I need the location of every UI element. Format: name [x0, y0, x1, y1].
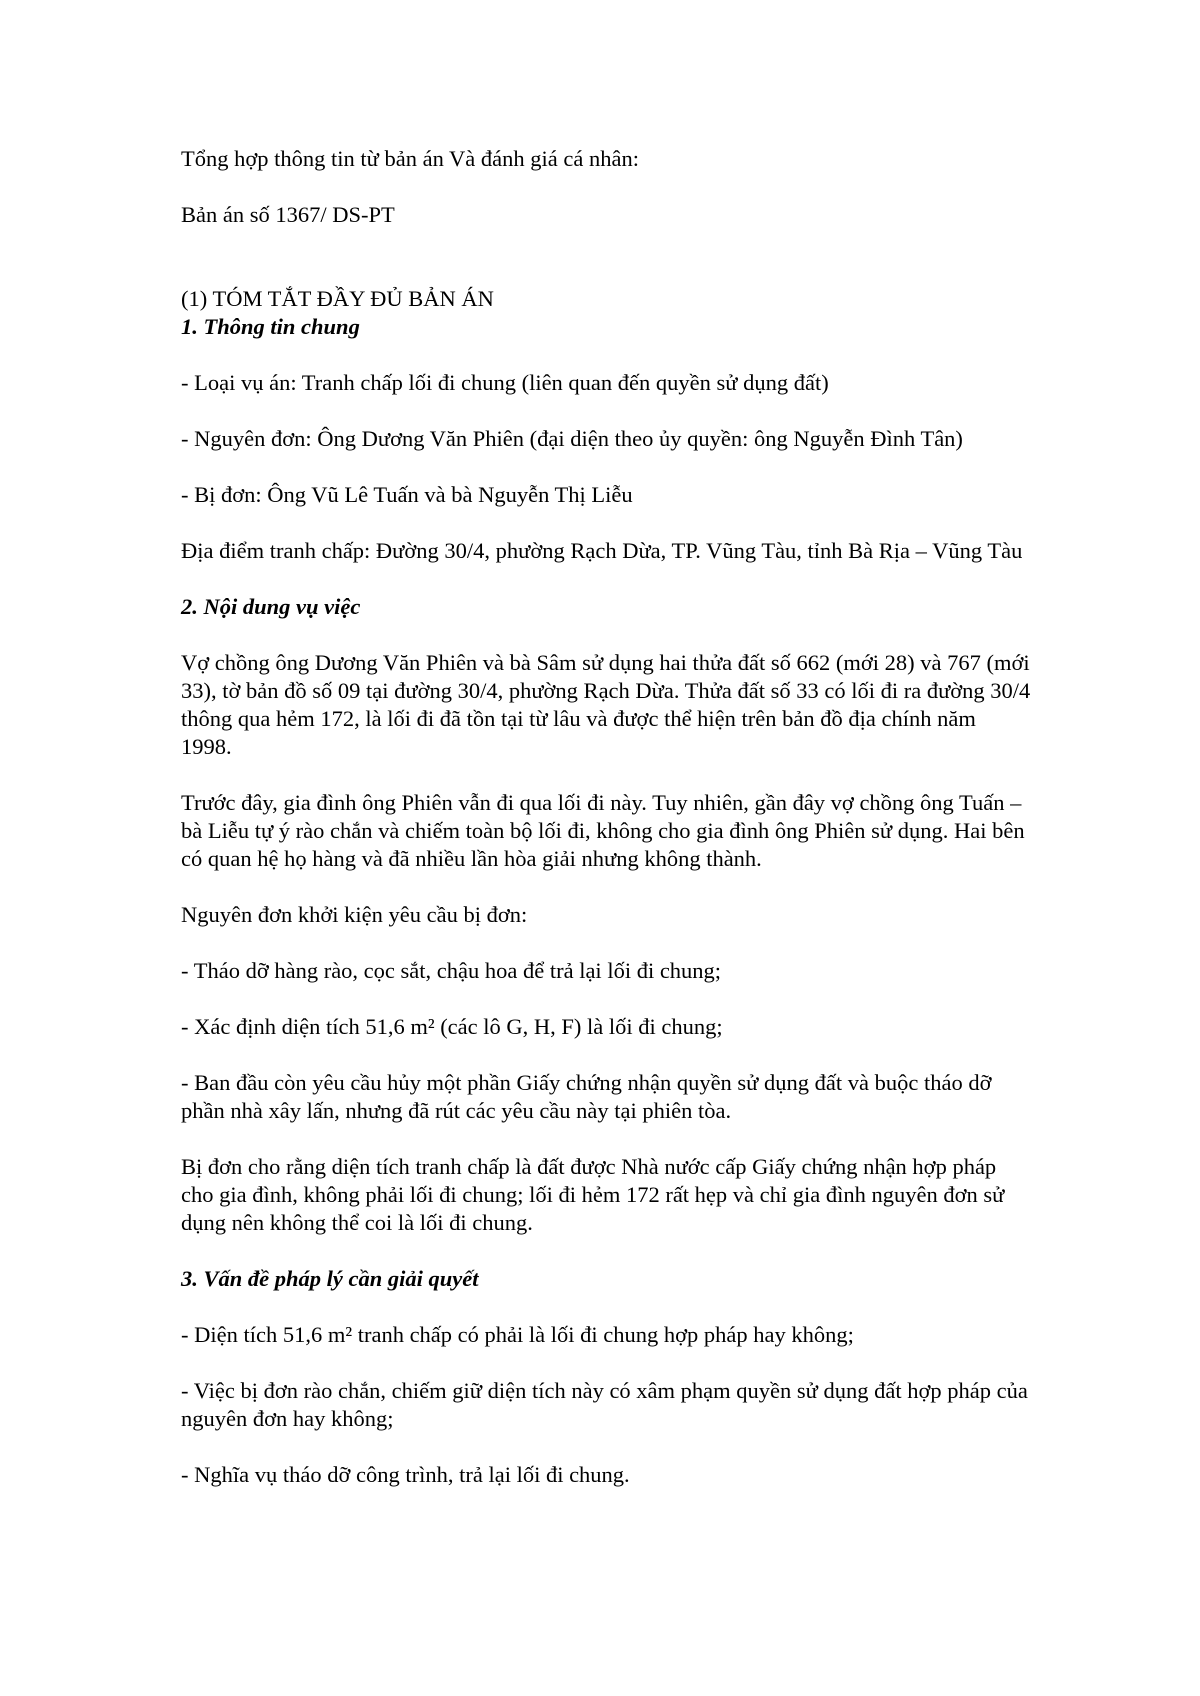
legal-issue-1: - Diện tích 51,6 m² tranh chấp có phải là lối đi chung hợp pháp hay không; [181, 1322, 854, 1347]
legal-issue-3: - Nghĩa vụ tháo dỡ công trình, trả lại lối đi chung. [181, 1462, 630, 1487]
section1-heading: 1. Thông tin chung [181, 314, 360, 339]
section2-paragraph-3: Nguyên đơn khởi kiện yêu cầu bị đơn: [181, 902, 528, 927]
dispute-location: Địa điểm tranh chấp: Đường 30/4, phường Rạch Dừa, TP. Vũng Tàu, tỉnh Bà Rịa – Vũng Tàu [181, 538, 1023, 563]
case-type: - Loại vụ án: Tranh chấp lối đi chung (liên quan đến quyền sử dụng đất) [181, 370, 829, 395]
summary-title: (1) TÓM TẮT ĐẦY ĐỦ BẢN ÁN [181, 286, 494, 311]
request-item-1: - Tháo dỡ hàng rào, cọc sắt, chậu hoa để trả lại lối đi chung; [181, 958, 722, 983]
section3-heading: 3. Vấn đề pháp lý cần giải quyết [181, 1266, 479, 1291]
section2-paragraph-2: Trước đây, gia đình ông Phiên vẫn đi qua lối đi này. Tuy nhiên, gần đây vợ chồng ông Tuấn – bà Liễu tự ý rào chắn và chiếm toàn bộ lối đi, không cho gia đình ông Phiên sử dụng. Hai bên có quan hệ họ hàng và đã nhiều lần hòa giải nhưng không thành. [181, 790, 1025, 871]
request-item-3: - Ban đầu còn yêu cầu hủy một phần Giấy chứng nhận quyền sử dụng đất và buộc tháo dỡ phần nhà xây lấn, nhưng đã rút các yêu cầu này tại phiên tòa. [181, 1070, 992, 1123]
intro-line: Tổng hợp thông tin từ bản án Và đánh giá cá nhân: [181, 146, 639, 171]
plaintiff: - Nguyên đơn: Ông Dương Văn Phiên (đại diện theo ủy quyền: ông Nguyễn Đình Tân) [181, 426, 963, 451]
section2-paragraph-4: Bị đơn cho rằng diện tích tranh chấp là đất được Nhà nước cấp Giấy chứng nhận hợp pháp cho gia đình, không phải lối đi chung; lối đi hẻm 172 rất hẹp và chỉ gia đình nguyên đơn sử dụng nên không thể coi là lối đi chung. [181, 1154, 1005, 1235]
section2-paragraph-1: Vợ chồng ông Dương Văn Phiên và bà Sâm sử dụng hai thửa đất số 662 (mới 28) và 767 (mới 33), tờ bản đồ số 09 tại đường 30/4, phường Rạch Dừa. Thửa đất số 33 có lối đi ra đường 30/4 thông qua hẻm 172, là lối đi đã tồn tại từ lâu và được thể hiện trên bản đồ địa chính năm 1998. [181, 650, 1031, 759]
case-number: Bản án số 1367/ DS-PT [181, 202, 395, 227]
defendant: - Bị đơn: Ông Vũ Lê Tuấn và bà Nguyễn Thị Liễu [181, 482, 633, 507]
document-body [181, 145, 1031, 1489]
section2-heading: 2. Nội dung vụ việc [181, 594, 361, 619]
request-item-2: - Xác định diện tích 51,6 m² (các lô G, H, F) là lối đi chung; [181, 1014, 723, 1039]
legal-issue-2: - Việc bị đơn rào chắn, chiếm giữ diện tích này có xâm phạm quyền sử dụng đất hợp pháp của nguyên đơn hay không; [181, 1378, 1028, 1431]
